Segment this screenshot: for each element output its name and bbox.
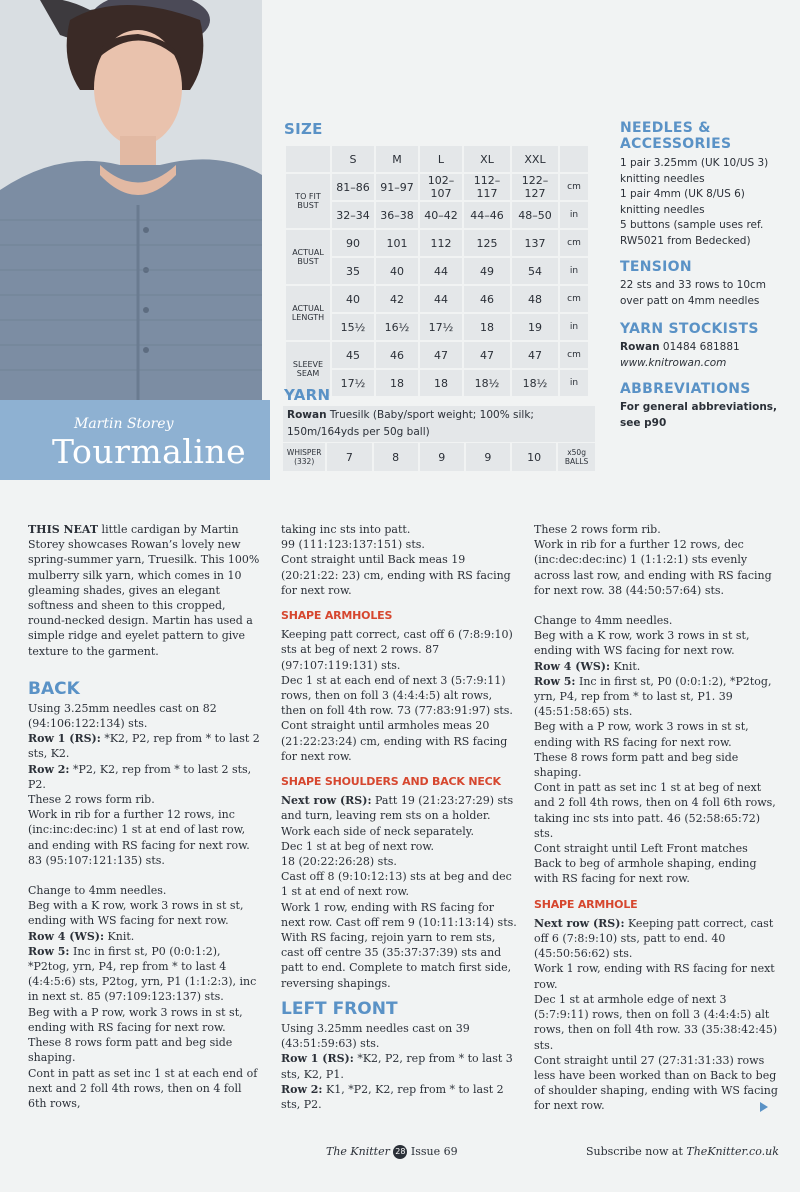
column-3: These 2 rows form rib. Work in rib for a further 12 rows, dec (inc:dec:dec:inc) 1 (1:1:2:1) sts evenly across last row, and ending with RS facing for next row. 38 (44:50:57:64) sts. Change to 4mm needles. Beg with a K row, work 3 rows in st st, ending with WS facing for next row. Row 4 (WS): Knit. Row 5: Inc in first st, P0 (0:0:1:2), *P2tog, yrn, P4, rep from * to last st, P1. 39 (45:51:58:65) sts. Beg with a P row, work 3 rows in st st, ending with RS facing for next row. These 8 rows form patt and beg side shaping. Cont in patt as set inc 1 st at beg of next and 2 foll 4th rows, then on 4 foll 6th rows, taking inc sts into patt. 46 (52:58:65:72) sts. Cont straight until Left Front matches Back to beg of armhole shaping, ending with RS facing for next row. SHAPE ARMHOLE Next row (RS): Keeping patt correct, cast off 6 (7:8:9:10) sts, patt to end. 40 (45:50:56:62) sts. Work 1 row, ending with RS facing for next row. Dec 1 st at armhole edge of next 3 (5:7:9:11) rows, then on foll 3 (4:4:4:5) alt rows, then on foll 4th row. 33 (35:38:42:45) sts. Cont straight until 27 (27:31:31:33) rows less have been worked than on Back to beg of shoulder shaping, ending with WS facing for next row. bbox=[534, 523, 778, 1113]
yarn-heading: YARN bbox=[284, 386, 331, 404]
shape-armholes-heading: SHAPE ARMHOLES bbox=[281, 609, 393, 623]
yarn-description: Rowan Truesilk (Baby/sport weight; 100% silk; 150m/164yds per 50g ball) bbox=[283, 406, 595, 442]
size-header-row: S M L XL XXL bbox=[285, 145, 589, 173]
column-2: taking inc sts into patt. 99 (111:123:137:151) sts. Cont straight until Back meas 19 (20:21:22: 23) cm, ending with RS facing for next row. SHAPE ARMHOLES Keeping patt correct, cast off 6 (7:8:9:10) sts at beg of next 2 rows. 87 (97:107:119:131) sts. Dec 1 st at each end of next 3 (5:7:9:11) rows, then on foll 3 (4:4:4:5) alt rows, then on foll 4th row. 73 (77:83:91:97) sts. Cont straight until armholes meas 20 (21:22:23:24) cm, ending with RS facing for next row. SHAPE SHOULDERS AND BACK NECK Next row (RS): Patt 19 (21:23:27:29) sts and turn, leaving rem sts on a holder. Work each side of neck separately. Dec 1 st at beg of next row. 18 (20:22:26:28) sts. Cast off 8 (9:10:12:13) sts at beg and dec 1 st at end of next row. Work 1 row, ending with RS facing for next row. Cast off rem 9 (10:11:13:14) sts. With RS facing, rejoin yarn to rem sts, cast off centre 35 (35:37:37:39) sts and patt to end. Complete to match first side, reversing shapings. LEFT FRONT Using 3.25mm needles cast on 39 (43:51:59:63) sts. Row 1 (RS): *K2, P2, rep from * to last 3 sts, K2, P1. Row 2: K1, *P2, K2, rep from * to last 2 sts, P2. bbox=[281, 523, 517, 1111]
tension-text: 22 sts and 33 rows to 10cm over patt on 4mm needles bbox=[620, 279, 767, 307]
back-heading: BACK bbox=[28, 678, 80, 699]
table-row: 15½ 16½ 17½ 18 19 in bbox=[285, 313, 589, 341]
yarn-quantity-row: WHISPER (332) 7 8 9 9 10 x50g BALLS bbox=[283, 443, 595, 471]
table-row: 17½ 18 18 18½ 18½ in bbox=[285, 369, 589, 397]
footer-subscribe[interactable]: Subscribe now at TheKnitter.co.uk bbox=[586, 1145, 779, 1158]
abbreviations-heading: ABBREVIATIONS bbox=[620, 381, 751, 397]
stockists-heading: YARN STOCKISTS bbox=[620, 321, 759, 337]
info-sidebar bbox=[620, 120, 780, 431]
abbreviations-text: For general abbreviations, see p90 bbox=[620, 401, 778, 429]
table-row: TO FIT BUST 81–86 91–97 102–107 112–117 122–127 cm bbox=[285, 173, 589, 201]
footer-issue: The Knitter 28 Issue 69 bbox=[326, 1145, 458, 1158]
model-photo bbox=[0, 0, 262, 400]
column-1: THIS NEAT little cardigan by Martin Storey showcases Rowan’s lovely new spring-summer yarn, Truesilk. This 100% mulberry silk yarn, which comes in 10 gleaming shades, gives an elegant softness and sheen to this cropped, round-necked design. Martin has used a simple ridge and eyelet pattern to give texture to the garment. BACK Using 3.25mm needles cast on 82 (94:106:122:134) sts. Row 1 (RS): *K2, P2, rep from * to last 2 sts, K2. Row 2: *P2, K2, rep from * to last 2 sts, P2. These 2 rows form rib. Work in rib for a further 12 rows, inc (inc:inc:dec:inc) 1 st at end of last row, and ending with RS facing for next row. 83 (95:107:121:135) sts. Change to 4mm needles. Beg with a K row, work 3 rows in st st, ending with WS facing for next row. Row 4 (WS): Knit. Row 5: Inc in first st, P0 (0:0:1:2), *P2tog, yrn, P4, rep from * to last 4 (4:4:5:6) sts, P2tog, yrn, P1 (1:1:2:3), inc in next st. 85 (97:109:123:137) sts. Beg with a P row, work 3 rows in st st, ending with RS facing for next row. These 8 rows form patt and beg side shaping. Cont in patt as set inc 1 st at each end of next and 2 foll 4th rows, then on 4 foll 6th rows, bbox=[28, 523, 260, 1110]
pattern-title: Tourmaline bbox=[52, 432, 247, 471]
shape-shoulders-heading: SHAPE SHOULDERS AND BACK NECK bbox=[281, 775, 501, 789]
page-number: 28 bbox=[393, 1145, 407, 1159]
designer-name: Martin Storey bbox=[74, 416, 174, 432]
table-row: SLEEVE SEAM 45 46 47 47 47 cm bbox=[285, 341, 589, 369]
table-row: 35 40 44 49 54 in bbox=[285, 257, 589, 285]
size-table bbox=[284, 144, 590, 398]
stockists-web[interactable]: www.knitrowan.com bbox=[620, 356, 727, 369]
needles-heading: NEEDLES & ACCESSORIES bbox=[620, 120, 732, 152]
table-row: 32–34 36–38 40–42 44–46 48–50 in bbox=[285, 201, 589, 229]
photo-illustration bbox=[0, 0, 262, 400]
continue-arrow-icon bbox=[760, 1102, 768, 1112]
tension-heading: TENSION bbox=[620, 259, 692, 275]
table-row: ACTUAL LENGTH 40 42 44 46 48 cm bbox=[285, 285, 589, 313]
needles-text: 1 pair 3.25mm (UK 10/US 3) knitting needles 1 pair 4mm (UK 8/US 6) knitting needles 5 buttons (sample uses ref. RW5021 from Bedecked) bbox=[620, 157, 769, 247]
intro-text: THIS NEAT little cardigan by Martin Storey showcases Rowan’s lovely new spring-summer yarn, Truesilk. This 100% mulberry silk yarn, which comes in 10 gleaming shades, gives an elegant softness and sheen to this cropped, round-necked design. Martin has used a simple ridge and eyelet pattern to give texture to the garment. bbox=[28, 523, 260, 658]
left-front-heading: LEFT FRONT bbox=[281, 998, 398, 1019]
shape-armhole-heading: SHAPE ARMHOLE bbox=[534, 897, 638, 911]
table-row: ACTUAL BUST 90 101 112 125 137 cm bbox=[285, 229, 589, 257]
size-heading: SIZE bbox=[284, 120, 323, 138]
stockists-text: Rowan 01484 681881 bbox=[620, 341, 740, 353]
